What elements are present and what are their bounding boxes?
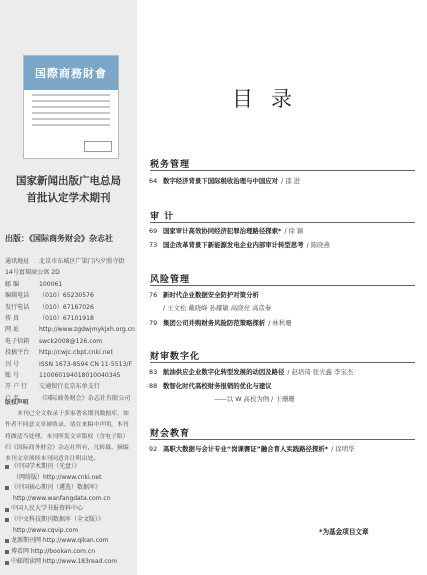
database-item: 中国人民大学书报资料中心 [5,504,137,515]
page-number: 76 [149,290,158,299]
article-authors: / 邵 进 [281,177,301,185]
database-item: 《中文科技期刊数据库（全文版）》 [5,515,137,526]
info-row: 刊 号 ISSN 1673-8594 CN 11-5513/F [5,360,132,368]
info-row: 账 号 110060194018010040345 [5,372,121,380]
article-title: 数智化时代高校财务报销的优化与建议 [163,382,272,390]
toc-entry[interactable] [149,367,353,376]
info-row: 传 真 （010）67101918 [5,315,94,323]
article-authors: / 王文松 戴晓峰 孙耀敏 高晓亮 高彦秦 [163,304,272,312]
article-title: 国企改革背景下新能源发电企业内部审计转型思考 [163,241,304,249]
section-title: 财审数字化 [150,352,201,362]
article-title: 高职大数据与会计专业“岗课赛证”融合育人实践路径探析* [163,445,329,453]
info-row: 邮 编 100061 [5,280,63,288]
info-row: 发行电话 （010）67167026 [5,303,94,311]
info-row: 电子信箱 swck2008@126.com [5,337,103,345]
page-number: 83 [149,367,158,376]
toc-entry[interactable] [149,290,259,299]
section-divider [150,362,415,363]
square-bullet-icon [5,539,9,543]
page-number: 69 [149,226,158,235]
fund-footnote: *为基金项目文章 [319,528,369,536]
article-title: 数字经济背景下国际税收治理与中国应对 [163,177,279,185]
article-title: 集团公司并购财务风险防范策略探析 [163,319,266,327]
square-bullet-icon [5,561,9,565]
database-url: http://www.wanfangdata.com.cn [13,494,111,502]
section-title: 税务管理 [150,160,191,170]
toc-entry[interactable] [149,444,354,453]
article-authors: / 林秋珊 [268,319,292,327]
section-title: 风险管理 [150,275,191,285]
sidebar [0,0,137,575]
article-authors: / 徐 颖 [284,227,304,235]
article-title: 航油供应企业数字化转型发展的动因及路径 [163,368,285,376]
page-number: 92 [149,444,158,453]
square-bullet-icon [5,486,9,490]
database-url: http://www.cqvip.com [13,526,79,534]
database-item: 龙源期刊网 http://www.qikan.com [5,536,137,547]
article-title: 国家审计高效协同经济犯罪治理路径探索* [163,227,282,235]
cover-issue-box [84,141,112,152]
info-row: 网 址 http://www.zgdwjmykjxh.org.cn [5,326,135,334]
info-row: 户 名 《国际商务财会》杂志社有限公司 [5,394,131,402]
contact-info [5,256,135,404]
database-list [5,462,137,568]
page-title: 目录 [232,87,310,111]
article-title: 新时代企业数据安全防护对策分析 [163,291,259,299]
info-row: 投稿平台 http://cwjc.cbpt.cnki.net [5,349,113,357]
article-authors: / 陈晓燕 [306,241,330,249]
journal-cover-image [23,55,119,159]
page-number: 64 [149,176,158,185]
section-divider [150,439,415,440]
database-item: 中邮阅读网 http://www.183read.com [5,557,137,568]
copyright-title: 版权声明 [5,400,29,406]
page-number: 73 [149,240,158,249]
info-row: 14号富瑞商公寓 2D [5,269,60,277]
square-bullet-icon [5,465,9,469]
database-item: 《中国学术期刊（光盘）》 [5,462,137,473]
authority-line-2: 首批认定学术期刊 [26,192,111,204]
square-bullet-icon [5,508,9,512]
publisher: 出版：《国际商务财会》杂志社 [5,234,113,243]
toc-entry[interactable] [149,176,300,185]
database-url: （网络版）http://www.cnki.net [13,473,102,481]
toc-entry[interactable] [149,318,292,327]
copyright-text: 本刊已全文收录于多家著名期刊数据库，如作者不同意文章被收录，请在来稿中声明，本刊将做适当处理。本刊所发文章版权（含电子版）归《国际商务财会》杂志社所有，凡转载、摘编本刊文章须经本刊同意并注明出处。 [5,411,129,463]
section-title: 财会教育 [150,429,191,439]
authority-line-1: 国家新闻出版广电总局 [16,175,121,187]
info-row: 开 户 行 交通银行北京东单支行 [5,383,100,391]
page-number: 88 [149,381,158,390]
database-item: 《中国核心期刊（遴选）数据库》 [5,483,137,494]
article-subtitle: ——以 W 高校为例 / 王珊珊 [214,395,295,403]
database-item: 博看网 http://bookan.com.cn [5,547,137,558]
info-row: 通讯地址 北京市东城区广渠门内夕照寺街 [5,258,125,265]
section-divider [150,170,415,171]
article-authors: / 赵培琦 张光鑫 李宝杰 [287,368,354,376]
toc-entry[interactable] [149,240,330,249]
article-authors: / 徐明华 [331,445,355,453]
square-bullet-icon [5,518,9,522]
section-divider [150,222,415,223]
square-bullet-icon [5,550,9,554]
toc-entry[interactable] [149,381,272,390]
info-row: 编辑电话 （010）65230576 [5,292,94,300]
toc-entry[interactable] [149,226,303,235]
section-title: 审 计 [150,212,175,222]
page-number: 79 [149,318,158,327]
section-divider [150,285,415,286]
cover-title: 国際商務財會 [24,56,118,90]
copyright-notice [5,398,133,465]
